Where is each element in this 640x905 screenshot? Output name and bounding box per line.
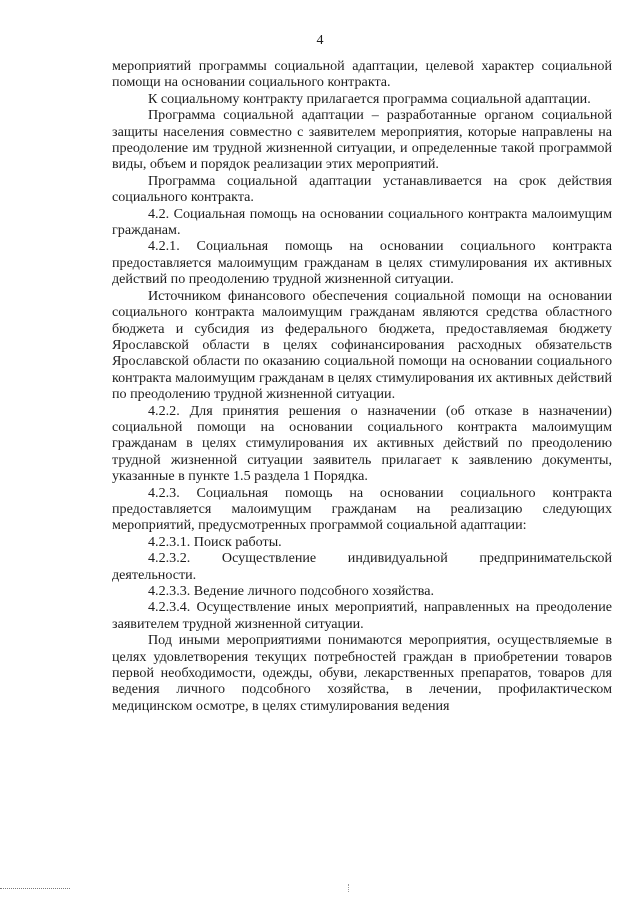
paragraph: 4.2.1. Социальная помощь на основании социального контракта предоставляется малоимущим гражданам в целях стимулирования их активных действий по преодолению трудной жизненной ситуации. xyxy=(112,238,612,288)
paragraph: Программа социальной адаптации – разработанные органом социальной защиты населения совместно с заявителем мероприятия, которые направлены на преодоление им трудной жизненной ситуации, и определенные такой программой виды, объем и порядок реализации этих мероприятий. xyxy=(112,107,612,173)
paragraph: Программа социальной адаптации устанавливается на срок действия социального контракта. xyxy=(112,172,612,206)
paragraph: мероприятий программы социальной адаптации, целевой характер социальной помощи на основании социального контракта. xyxy=(112,58,612,91)
list-item: 4.2.3.2. Осуществление индивидуальной предпринимательской деятельности. xyxy=(112,550,612,583)
list-item: 4.2.3.4. Осуществление иных мероприятий, направленных на преодоление заявителем трудной жизненной ситуации. xyxy=(112,599,612,632)
paragraph: Под иными мероприятиями понимаются мероприятия, осуществляемые в целях удовлетворения текущих потребностей граждан в приобретении товаров первой необходимости, одежды, обуви, лекарственных препаратов, товаров для ведения личного подсобного хозяйства, в лечении, профилактическом медицинском осмотре, в целях стимулирования ведения xyxy=(112,632,612,714)
paragraph: 4.2.3. Социальная помощь на основании социального контракта предоставляется малоимущим гражданам на реализацию следующих мероприятий, предусмотренных программой социальной адаптации: xyxy=(112,484,612,534)
page-number: 4 xyxy=(316,33,324,48)
list-item: 4.2.3.3. Ведение личного подсобного хозяйства. xyxy=(148,583,435,599)
section-heading: 4.2. Социальная помощь на основании социального контракта малоимущим гражданам. xyxy=(112,205,612,239)
scan-mark xyxy=(348,884,350,892)
document-body xyxy=(112,58,612,714)
footer-divider xyxy=(0,888,70,889)
paragraph: К социальному контракту прилагается программа социальной адаптации. xyxy=(148,90,591,107)
paragraph: 4.2.2. Для принятия решения о назначении (об отказе в назначении) социальной помощи на основании социального контракта малоимущим гражданам в целях стимулирования их активных действий по преодолению трудной жизненной ситуации заявитель прилагает к заявлению документы, указанные в пункте 1.5 раздела 1 Порядка. xyxy=(112,402,612,485)
list-item: 4.2.3.1. Поиск работы. xyxy=(148,533,282,550)
paragraph: Источником финансового обеспечения социальной помощи на основании социального контракта малоимущим гражданам являются средства областного бюджета и субсидия из федерального бюджета, предоставляемая бюджету Ярославской области в целях софинансирования расходных обязательств Ярославской области по оказанию социальной помощи на основании социального контракта малоимущим гражданам в целях стимулирования их активных действий по преодолению трудной жизненной ситуации. xyxy=(112,287,612,403)
